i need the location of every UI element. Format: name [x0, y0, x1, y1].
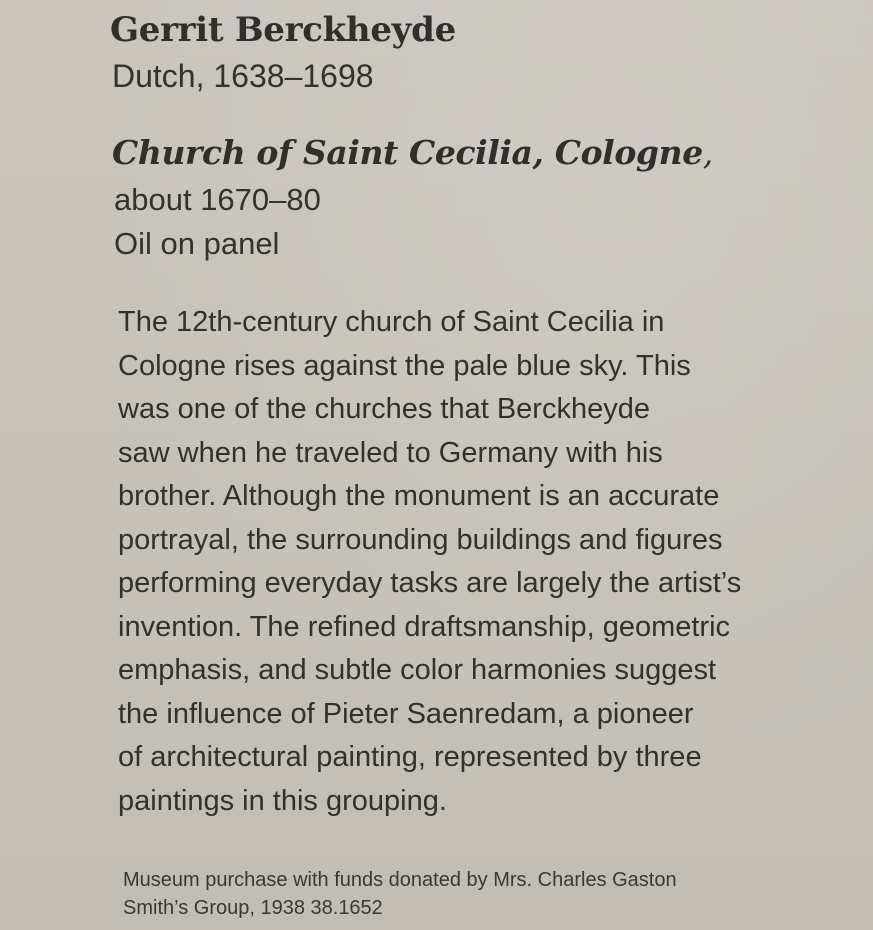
- description-line: invention. The refined draftsmanship, geometric: [118, 611, 731, 643]
- description-line: The 12th-century church of Saint Cecilia in: [118, 306, 665, 338]
- artwork-medium: Oil on panel: [114, 226, 280, 261]
- artist-nationality-dates: Dutch, 1638–1698: [112, 58, 374, 94]
- description-line: Cologne rises against the pale blue sky. This: [118, 350, 691, 382]
- title-comma: ,: [702, 133, 713, 172]
- description-line: saw when he traveled to Germany with his: [118, 437, 663, 469]
- description-line: performing everyday tasks are largely the artist’s: [118, 567, 742, 599]
- description-line: the influence of Pieter Saenredam, a pioneer: [118, 698, 694, 730]
- artwork-date: about 1670–80: [114, 182, 321, 217]
- credit-line: Museum purchase with funds donated by Mrs. Charles Gaston: [123, 869, 677, 891]
- description-line: was one of the churches that Berckheyde: [118, 393, 650, 425]
- description-line: paintings in this grouping.: [118, 785, 447, 817]
- description-line: brother. Although the monument is an accurate: [118, 480, 720, 512]
- description-line: portrayal, the surrounding buildings and figures: [118, 524, 723, 556]
- artwork-title-text: Church of Saint Cecilia, Cologne: [112, 133, 703, 172]
- description-line: of architectural painting, represented by three: [118, 741, 702, 773]
- artwork-title: [112, 133, 713, 172]
- artist-name: Gerrit Berckheyde: [110, 10, 456, 50]
- description-line: emphasis, and subtle color harmonies suggest: [118, 654, 717, 686]
- credit-line: Smith’s Group, 1938 38.1652: [123, 897, 383, 919]
